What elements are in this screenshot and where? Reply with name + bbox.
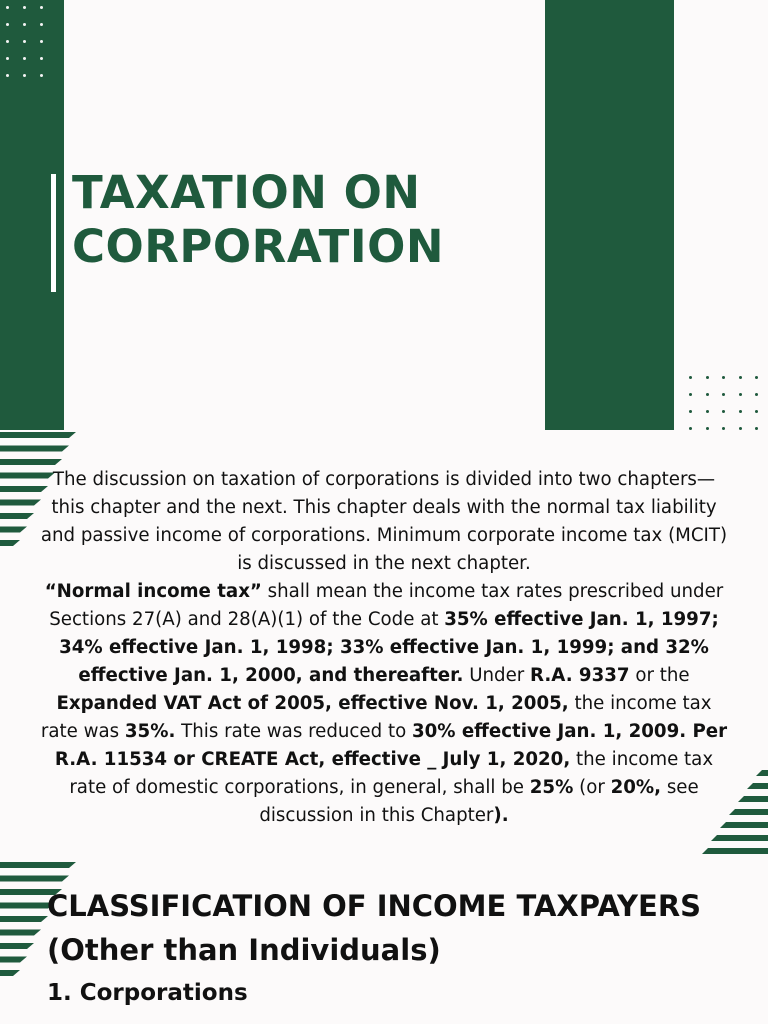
decor-dot <box>722 427 725 430</box>
title-line-2: CORPORATION <box>72 220 445 273</box>
paragraph-bold: ). <box>493 805 509 826</box>
paragraph-text: This rate was reduced to <box>175 721 412 742</box>
intro-paragraph <box>40 466 728 830</box>
decor-dot <box>23 57 26 60</box>
decor-dot <box>23 74 26 77</box>
decor-dot <box>40 23 43 26</box>
title-line-1: TAXATION ON <box>72 166 421 219</box>
decor-dot <box>40 40 43 43</box>
decor-dot <box>23 6 26 9</box>
decor-dot <box>739 393 742 396</box>
decor-stripe <box>702 848 768 854</box>
decor-stripe <box>0 500 41 506</box>
decor-dot <box>689 410 692 413</box>
paragraph-bold: 30% effective Jan. 1, 2009. Per R.A. 11534 or CREATE Act, effective _ July 1, 2020, <box>54 721 728 770</box>
decor-dot <box>689 376 692 379</box>
decor-stripe <box>0 540 20 546</box>
decor-stripe <box>0 943 34 949</box>
decor-stripe <box>756 770 768 776</box>
decor-stripe <box>711 835 768 841</box>
paragraph-text: shall mean the income tax rates prescribed under Sections 27(A) and 28(A)(1) of the Code at <box>49 581 724 630</box>
decor-dot <box>706 410 709 413</box>
decor-dot <box>23 23 26 26</box>
decor-stripe <box>0 957 27 963</box>
decor-dot <box>739 376 742 379</box>
decor-stripe <box>0 446 69 452</box>
decor-dot <box>706 427 709 430</box>
decor-dot <box>722 393 725 396</box>
decor-dot <box>755 376 758 379</box>
decor-dot <box>722 376 725 379</box>
decor-dot <box>755 427 758 430</box>
dot-grid-top-left <box>6 6 57 91</box>
decor-dot <box>6 23 9 26</box>
paragraph-text: (or <box>573 777 611 798</box>
decor-dot <box>706 376 709 379</box>
decor-dot <box>722 410 725 413</box>
decor-dot <box>40 74 43 77</box>
section-heading-line-2: (Other than Individuals) <box>47 933 441 967</box>
decor-dot <box>755 393 758 396</box>
decor-stripe <box>729 809 768 815</box>
paragraph-bold: R.A. 9337 <box>530 665 630 686</box>
paragraph-text: Under <box>463 665 531 686</box>
right-green-band <box>545 0 674 430</box>
decor-dot <box>689 393 692 396</box>
decor-stripe <box>0 930 41 936</box>
decor-dot <box>6 74 9 77</box>
paragraph-bold: 35%. <box>124 721 176 742</box>
decor-dot <box>689 427 692 430</box>
decor-stripe <box>0 432 76 438</box>
decor-stripe <box>0 459 62 465</box>
decor-dot <box>6 6 9 9</box>
paragraph-bold: 35% effective Jan. 1, 1997; 34% effective Jan. 1, 1998; 33% effective Jan. 1, 1999; and 32% effective Jan. 1, 2000, and thereafter. <box>59 609 719 686</box>
decor-stripe <box>0 970 20 976</box>
sub-heading: 1. Corporations <box>47 980 248 1006</box>
paragraph-text: The discussion on taxation of corporations is divided into two chapters—this chapter and the next. This chapter deals with the normal tax liability and passive income of corporations. Minimum corporate income tax (MCIT) is discussed in the next chapter. <box>40 469 728 574</box>
decor-dot <box>706 393 709 396</box>
paragraph-text: or the <box>629 665 690 686</box>
title-accent-bar <box>51 174 56 292</box>
section-heading <box>47 884 727 972</box>
section-heading-line-1: CLASSIFICATION OF INCOME TAXPAYERS <box>47 889 702 923</box>
decor-dot <box>739 410 742 413</box>
paragraph-bold: “Normal income tax” <box>44 581 262 602</box>
decor-dot <box>40 6 43 9</box>
dot-grid-right <box>689 376 768 444</box>
decor-stripe <box>0 916 48 922</box>
decor-stripe <box>747 783 768 789</box>
decor-dot <box>23 40 26 43</box>
paragraph-text: see discussion in this Chapter <box>259 777 699 826</box>
page-title <box>72 166 444 274</box>
decor-dot <box>755 410 758 413</box>
paragraph-text: the income tax rate was <box>40 693 712 742</box>
decor-dot <box>6 40 9 43</box>
paragraph-bold: Expanded VAT Act of 2005, effective Nov. 1, 2005, <box>56 693 569 714</box>
decor-dot <box>40 57 43 60</box>
decor-stripe <box>0 876 69 882</box>
paragraph-bold: 20%, <box>610 777 662 798</box>
decor-stripe <box>738 796 768 802</box>
decor-stripe <box>0 527 27 533</box>
paragraph-text: the income tax rate of domestic corporations, in general, shall be <box>69 749 714 798</box>
decor-stripe <box>0 862 76 868</box>
decor-dot <box>6 57 9 60</box>
paragraph-bold: 25% <box>529 777 574 798</box>
decor-dot <box>739 427 742 430</box>
decor-stripe <box>0 513 34 519</box>
